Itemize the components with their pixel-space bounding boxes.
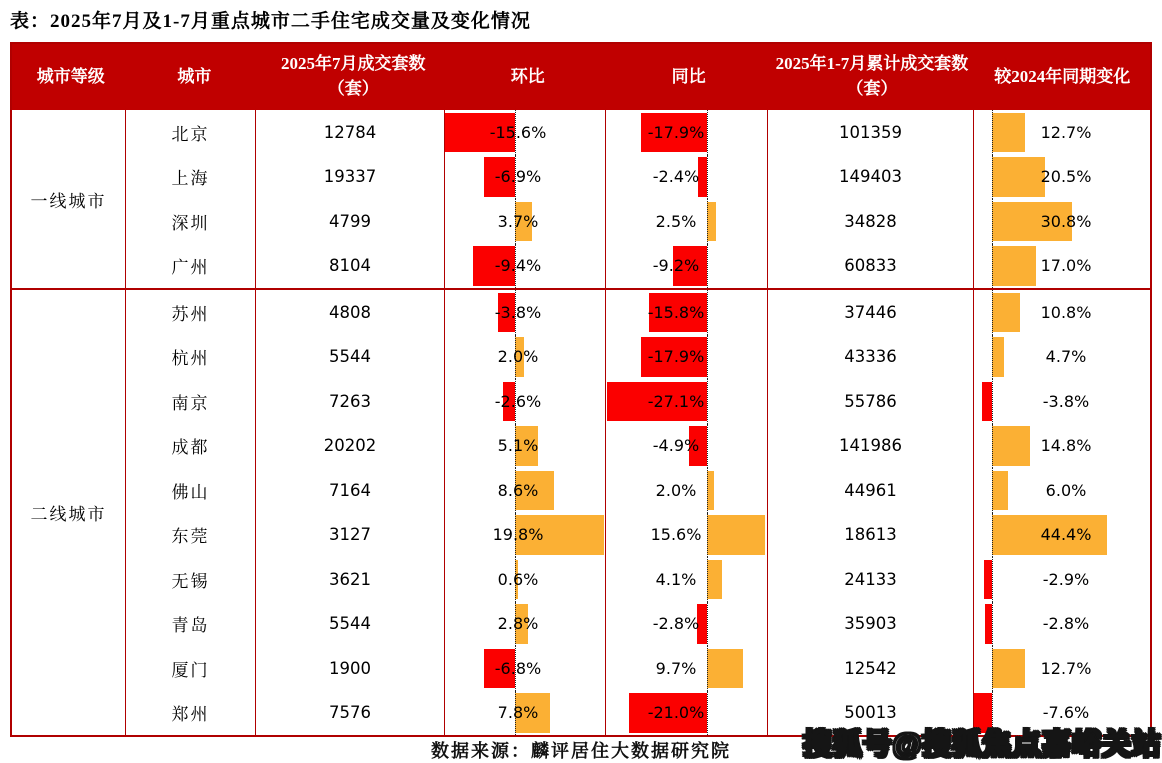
yoy-value: 9.7% <box>655 658 697 678</box>
zero-baseline <box>992 290 993 335</box>
change-value: 17.0% <box>1040 256 1092 276</box>
change-bar-cell <box>974 602 1150 647</box>
city-cell: 广州 <box>126 244 256 289</box>
zero-baseline <box>992 155 993 200</box>
negative-bar <box>985 604 992 644</box>
july-count-cell: 7263 <box>256 379 445 424</box>
zero-baseline <box>992 468 993 513</box>
july-count-cell: 5544 <box>256 335 445 380</box>
mom-value: -2.6% <box>494 391 542 411</box>
yoy-bar-cell <box>606 468 768 513</box>
change-value: -3.8% <box>1042 391 1090 411</box>
header-tier: 城市等级 <box>36 66 105 86</box>
change-value: 12.7% <box>1040 122 1092 142</box>
city-cell: 无锡 <box>126 557 256 602</box>
zero-baseline <box>992 335 993 380</box>
negative-bar <box>982 382 992 422</box>
yoy-bar-cell <box>606 379 768 424</box>
header-july: 2025年7月成交套数（套） <box>281 54 426 98</box>
mom-value: 7.8% <box>497 703 539 723</box>
mom-bar-cell <box>445 199 606 244</box>
cumulative-count-cell: 37446 <box>768 290 974 335</box>
july-count-cell: 20202 <box>256 424 445 469</box>
change-value: -2.9% <box>1042 569 1090 589</box>
zero-baseline <box>992 379 993 424</box>
mom-value: -15.6% <box>489 122 547 142</box>
mom-value: 2.8% <box>497 614 539 634</box>
yoy-value: -2.8% <box>652 614 700 634</box>
july-count-cell: 1900 <box>256 646 445 691</box>
city-cell: 上海 <box>126 155 256 200</box>
change-bar-cell <box>974 199 1150 244</box>
mom-value: 0.6% <box>497 569 539 589</box>
city-cell: 成都 <box>126 424 256 469</box>
change-value: 6.0% <box>1045 480 1087 500</box>
yoy-value: -2.4% <box>652 167 700 187</box>
zero-baseline <box>992 557 993 602</box>
change-bar-cell <box>974 557 1150 602</box>
cumulative-count-cell: 12542 <box>768 646 974 691</box>
yoy-bar-cell <box>606 424 768 469</box>
zero-baseline <box>992 424 993 469</box>
mom-value: -9.4% <box>494 256 542 276</box>
july-count-cell: 12784 <box>256 110 445 155</box>
yoy-value: -17.9% <box>647 347 705 367</box>
change-value: -7.6% <box>1042 703 1090 723</box>
tier-label: 二线城市 <box>12 290 126 735</box>
tier-rows <box>126 290 1150 735</box>
zero-baseline <box>992 110 993 155</box>
cumulative-count-cell: 101359 <box>768 110 974 155</box>
change-value: 30.8% <box>1040 211 1092 231</box>
table-row <box>126 379 1150 424</box>
mom-value: 5.1% <box>497 436 539 456</box>
change-bar-cell <box>974 155 1150 200</box>
header-change: 较2024年同期变化 <box>994 66 1131 86</box>
mom-bar-cell <box>445 379 606 424</box>
zero-baseline <box>992 602 993 647</box>
yoy-bar-cell <box>606 557 768 602</box>
yoy-value: -27.1% <box>647 391 705 411</box>
data-table <box>10 42 1152 737</box>
tier-rows <box>126 110 1150 288</box>
change-bar-cell <box>974 244 1150 289</box>
mom-bar-cell <box>445 513 606 558</box>
city-cell: 郑州 <box>126 691 256 736</box>
table-row <box>126 199 1150 244</box>
july-count-cell: 4799 <box>256 199 445 244</box>
table-row <box>126 557 1150 602</box>
yoy-bar-cell <box>606 646 768 691</box>
city-cell: 佛山 <box>126 468 256 513</box>
july-count-cell: 4808 <box>256 290 445 335</box>
mom-bar-cell <box>445 424 606 469</box>
table-row <box>126 290 1150 335</box>
city-cell: 南京 <box>126 379 256 424</box>
mom-value: 8.6% <box>497 480 539 500</box>
city-cell: 青岛 <box>126 602 256 647</box>
table-row <box>126 244 1150 289</box>
mom-bar-cell <box>445 155 606 200</box>
change-value: 4.7% <box>1045 347 1087 367</box>
mom-bar-cell <box>445 110 606 155</box>
mom-bar-cell <box>445 290 606 335</box>
tier-label: 一线城市 <box>12 110 126 288</box>
table-row <box>126 602 1150 647</box>
city-cell: 杭州 <box>126 335 256 380</box>
data-source: 数据来源：麟评居住大数据研究院 <box>431 741 731 761</box>
yoy-bar-cell <box>606 244 768 289</box>
table-header-row <box>12 44 1150 110</box>
zero-baseline <box>992 244 993 289</box>
cumulative-count-cell: 35903 <box>768 602 974 647</box>
mom-bar-cell <box>445 691 606 736</box>
cumulative-count-cell: 55786 <box>768 379 974 424</box>
change-bar-cell <box>974 290 1150 335</box>
change-value: 14.8% <box>1040 436 1092 456</box>
july-count-cell: 5544 <box>256 602 445 647</box>
july-count-cell: 7164 <box>256 468 445 513</box>
header-city: 城市 <box>177 66 212 86</box>
change-bar-cell <box>974 335 1150 380</box>
tier-group <box>12 290 1150 735</box>
cumulative-count-cell: 24133 <box>768 557 974 602</box>
july-count-cell: 8104 <box>256 244 445 289</box>
table-body <box>12 110 1150 735</box>
mom-value: 2.0% <box>497 347 539 367</box>
yoy-bar-cell <box>606 691 768 736</box>
cumulative-count-cell: 50013 <box>768 691 974 736</box>
yoy-value: 2.0% <box>655 480 697 500</box>
change-bar-cell <box>974 110 1150 155</box>
mom-value: 19.8% <box>492 525 544 545</box>
header-yoy: 同比 <box>671 66 706 86</box>
yoy-value: 2.5% <box>655 211 697 231</box>
zero-baseline <box>992 513 993 558</box>
yoy-bar-cell <box>606 290 768 335</box>
change-value: 44.4% <box>1040 525 1092 545</box>
city-cell: 厦门 <box>126 646 256 691</box>
change-bar-cell <box>974 379 1150 424</box>
change-value: 10.8% <box>1040 302 1092 322</box>
change-bar-cell <box>974 646 1150 691</box>
yoy-value: 15.6% <box>650 525 702 545</box>
table-row <box>126 155 1150 200</box>
header-mom: 环比 <box>510 66 545 86</box>
yoy-value: -21.0% <box>647 703 705 723</box>
mom-bar-cell <box>445 557 606 602</box>
mom-bar-cell <box>445 468 606 513</box>
july-count-cell: 7576 <box>256 691 445 736</box>
mom-bar-cell <box>445 244 606 289</box>
cumulative-count-cell: 141986 <box>768 424 974 469</box>
change-value: 20.5% <box>1040 167 1092 187</box>
yoy-bar-cell <box>606 513 768 558</box>
table-row <box>126 335 1150 380</box>
table-row <box>126 468 1150 513</box>
yoy-value: -9.2% <box>652 256 700 276</box>
cumulative-count-cell: 149403 <box>768 155 974 200</box>
mom-value: 3.7% <box>497 211 539 231</box>
tier-group <box>12 110 1150 290</box>
yoy-bar-cell <box>606 199 768 244</box>
page-title: 表：2025年7月及1-7月重点城市二手住宅成交量及变化情况 <box>10 11 531 32</box>
yoy-value: -17.9% <box>647 122 705 142</box>
mom-bar-cell <box>445 646 606 691</box>
change-bar-cell <box>974 468 1150 513</box>
yoy-value: 4.1% <box>655 569 697 589</box>
yoy-bar-cell <box>606 335 768 380</box>
table-row <box>126 110 1150 155</box>
july-count-cell: 3621 <box>256 557 445 602</box>
july-count-cell: 3127 <box>256 513 445 558</box>
change-value: 12.7% <box>1040 658 1092 678</box>
yoy-bar-cell <box>606 602 768 647</box>
yoy-bar-cell <box>606 110 768 155</box>
city-cell: 苏州 <box>126 290 256 335</box>
mom-value: -6.9% <box>494 167 542 187</box>
change-value: -2.8% <box>1042 614 1090 634</box>
change-bar-cell <box>974 513 1150 558</box>
watermark: 搜狐号@搜狐焦点嘉峪关站 <box>802 729 1162 761</box>
yoy-value: -15.8% <box>647 302 705 322</box>
cumulative-count-cell: 34828 <box>768 199 974 244</box>
table-row <box>126 424 1150 469</box>
city-cell: 深圳 <box>126 199 256 244</box>
table-row <box>126 646 1150 691</box>
mom-bar-cell <box>445 335 606 380</box>
mom-value: -6.8% <box>494 658 542 678</box>
zero-baseline <box>992 199 993 244</box>
cumulative-count-cell: 44961 <box>768 468 974 513</box>
cumulative-count-cell: 43336 <box>768 335 974 380</box>
zero-baseline <box>992 646 993 691</box>
cumulative-count-cell: 18613 <box>768 513 974 558</box>
city-cell: 北京 <box>126 110 256 155</box>
table-row <box>126 513 1150 558</box>
negative-bar <box>984 560 992 600</box>
cumulative-count-cell: 60833 <box>768 244 974 289</box>
yoy-value: -4.9% <box>652 436 700 456</box>
yoy-bar-cell <box>606 155 768 200</box>
city-cell: 东莞 <box>126 513 256 558</box>
change-bar-cell <box>974 424 1150 469</box>
july-count-cell: 19337 <box>256 155 445 200</box>
mom-bar-cell <box>445 602 606 647</box>
mom-value: -3.8% <box>494 302 542 322</box>
header-cum: 2025年1-7月累计成交套数（套） <box>775 54 969 98</box>
